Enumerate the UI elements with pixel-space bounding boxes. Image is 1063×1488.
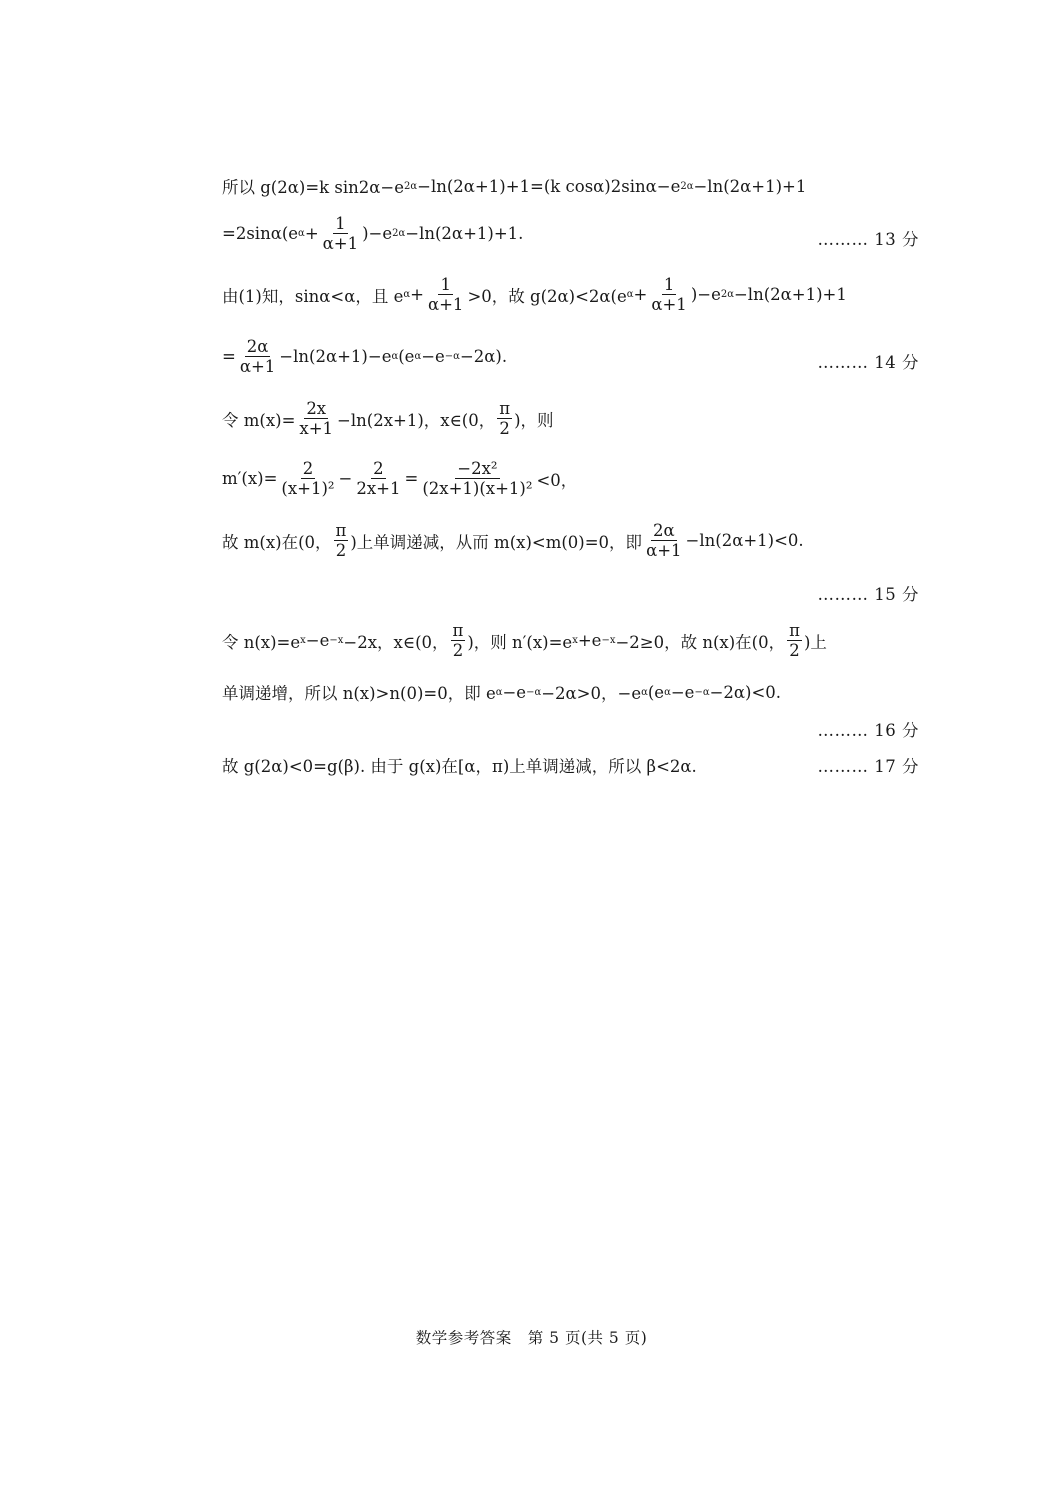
line-text: )−e (362, 224, 393, 244)
line-text: −2α>0，−e (541, 684, 642, 703)
numerator: 2 (302, 459, 314, 478)
superscript: α (626, 289, 634, 301)
line-text: −ln(2α+1)+1 (693, 176, 807, 196)
numerator: π (789, 621, 800, 640)
line-text: −e (670, 682, 695, 702)
superscript: α (391, 351, 399, 363)
denominator: (x+1)² (281, 479, 335, 499)
line-text: −2x，x∈(0， (343, 632, 449, 652)
superscript: x (572, 635, 578, 647)
line-text: =2sinα(e (222, 224, 299, 244)
line-text: + (633, 285, 648, 305)
line-text: (e (647, 682, 665, 702)
numerator: 1 (335, 214, 346, 233)
line-text: )−e (690, 285, 721, 305)
line-text: )，则 (514, 410, 554, 430)
score-17: ……… 17 分 (817, 757, 919, 776)
line-text: −ln(2α+1)+1 (733, 285, 847, 305)
solution-line-3 (222, 276, 847, 314)
line-text: )上 (803, 632, 827, 652)
denominator: x+1 (299, 419, 334, 439)
superscript: −x (601, 635, 616, 647)
line-text: )上单调递减，从而 m(x)<m(0)=0，即 (350, 532, 643, 552)
superscript: α (664, 686, 671, 698)
score-16: ……… 16 分 (817, 721, 919, 740)
line-text: = (404, 469, 419, 489)
fraction (787, 622, 802, 660)
line-text: −2≥0，故 n(x)在(0， (615, 632, 786, 652)
superscript: α (414, 351, 422, 363)
solution-line-1 (222, 174, 806, 198)
superscript: α (403, 289, 411, 301)
solution-line-4 (222, 338, 507, 376)
denominator: 2 (335, 541, 347, 561)
denominator: α+1 (239, 357, 276, 377)
line-text: −ln(2x+1)，x∈(0， (337, 410, 496, 430)
fraction (321, 215, 360, 253)
score-14: ……… 14 分 (817, 353, 919, 372)
solution-line-6 (222, 460, 577, 498)
line-text: −ln(2α+1)−e (279, 347, 392, 367)
superscript: −α (526, 686, 542, 698)
denominator: α+1 (322, 234, 359, 254)
line-text: 令 n(x)=e (222, 632, 301, 652)
line-text: + (410, 285, 424, 305)
solution-line-8 (222, 622, 827, 660)
fraction (649, 276, 688, 314)
line-text: )，则 n′(x)=e (467, 632, 573, 652)
denominator: 2 (789, 641, 800, 661)
superscript: x (300, 635, 306, 647)
fraction (238, 338, 277, 376)
numerator: 2α (652, 521, 675, 540)
line-text: + (304, 224, 319, 244)
line-text: −e (502, 682, 527, 702)
numerator: π (335, 521, 347, 540)
line-text: −2α). (459, 347, 508, 367)
fraction (297, 400, 335, 438)
numerator: 2 (373, 459, 384, 478)
line-text: m′(x)= (222, 469, 278, 489)
line-text: 由(1)知，sinα<α，且 e (222, 286, 404, 306)
denominator: 2 (452, 641, 464, 661)
denominator: α+1 (427, 295, 464, 315)
line-text: 单调递增，所以 n(x)>n(0)=0，即 e (222, 684, 496, 703)
superscript: 2α (404, 180, 418, 192)
superscript: α (298, 228, 305, 240)
score-15: ……… 15 分 (817, 585, 919, 604)
fraction (334, 522, 349, 560)
numerator: 2x (306, 399, 327, 418)
line-text: 所以 g(2α)=k sin2α−e (222, 178, 404, 197)
fraction (451, 622, 466, 660)
line-text: −e (421, 347, 445, 367)
numerator: −2x² (457, 459, 498, 478)
line-text: >0，故 g(2α)<2α(e (467, 286, 627, 306)
numerator: π (499, 399, 511, 418)
line-text: 故 g(2α)<0=g(β). 由于 g(x)在[α，π)上单调递减，所以 β<2α. (222, 757, 697, 776)
line-text: 令 m(x)= (222, 410, 296, 430)
line-text: −ln(2α+1)+1=(k cosα)2sinα−e (417, 176, 681, 196)
line-text: (e (398, 347, 415, 367)
line-text: −2α)<0. (709, 682, 782, 702)
superscript: 2α (392, 228, 406, 240)
numerator: 2α (246, 337, 269, 356)
fraction (279, 460, 336, 498)
fraction (420, 460, 534, 498)
denominator: (2x+1)(x+1)² (422, 479, 533, 499)
fraction (426, 276, 465, 314)
denominator: α+1 (646, 541, 682, 561)
fraction (354, 460, 402, 498)
line-text: = (222, 347, 236, 367)
numerator: π (452, 621, 464, 640)
solution-line-5 (222, 400, 554, 438)
numerator: 1 (663, 275, 675, 294)
solution-line-10 (222, 753, 697, 777)
superscript: α (495, 686, 503, 698)
line-text: −ln(2α+1)<0. (685, 531, 804, 551)
line-text: <0， (536, 470, 578, 490)
line-text: 故 m(x)在(0， (222, 532, 332, 552)
superscript: −α (694, 686, 710, 698)
superscript: α (641, 686, 648, 698)
solution-line-7 (222, 522, 804, 560)
superscript: −α (444, 351, 460, 363)
solution-line-2 (222, 215, 523, 253)
fraction (644, 522, 683, 560)
solution-line-9 (222, 680, 781, 704)
superscript: 2α (680, 180, 694, 192)
line-text: −ln(2α+1)+1. (405, 224, 524, 244)
line-text: − (338, 469, 353, 489)
superscript: 2α (720, 289, 734, 301)
line-text: −e (305, 631, 330, 651)
numerator: 1 (440, 275, 451, 294)
superscript: −x (329, 635, 344, 647)
denominator: 2x+1 (356, 479, 401, 499)
fraction (497, 400, 512, 438)
score-13: ……… 13 分 (817, 230, 919, 249)
line-text: +e (577, 631, 602, 651)
denominator: 2 (499, 419, 510, 439)
page-footer: 数学参考答案 第 5 页(共 5 页) (415, 1329, 648, 1347)
denominator: α+1 (651, 295, 687, 315)
